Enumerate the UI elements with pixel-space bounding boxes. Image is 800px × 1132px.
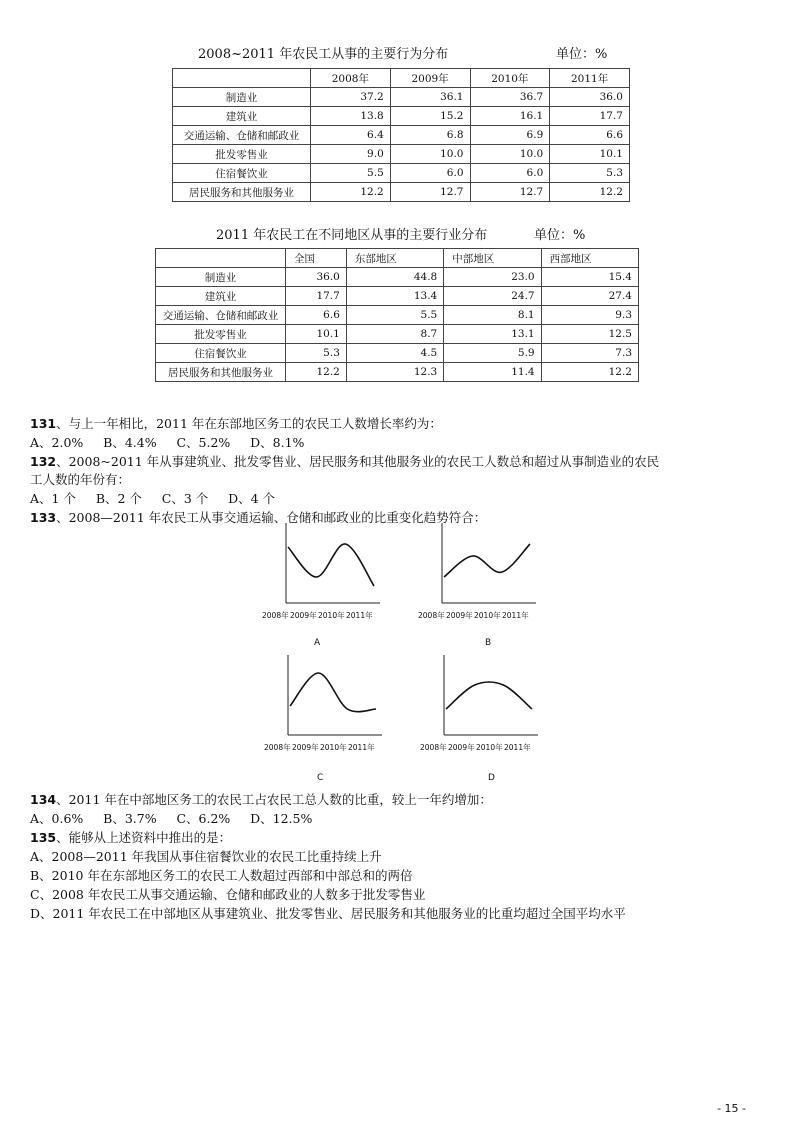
table-cell: 5.9 [444, 344, 541, 363]
row-label: 交通运输、仓储和邮政业 [173, 126, 311, 145]
table-cell: 12.2 [550, 183, 630, 202]
trend-line [444, 544, 530, 577]
page-number: - 15 - [717, 1102, 746, 1115]
row-label: 批发零售业 [156, 325, 286, 344]
table-cell: 7.3 [541, 344, 638, 363]
question-134: 134、2011 年在中部地区务工的农民工占农民工总人数的比重，较上一年约增加： [30, 792, 492, 807]
chart-option-label: C [317, 773, 324, 783]
table-cell: 6.6 [550, 126, 630, 145]
table-cell: 6.4 [311, 126, 391, 145]
row-label: 制造业 [173, 88, 311, 107]
table-cell: 23.0 [444, 268, 541, 287]
x-tick-label: 2011年 [504, 743, 531, 752]
trend-line [446, 682, 532, 709]
question-135-option-a: A、2008—2011 年我国从事住宿餐饮业的农民工比重持续上升 [30, 849, 382, 864]
table-cell: 12.7 [470, 183, 550, 202]
table-cell: 12.5 [541, 325, 638, 344]
chart-option-label: A [314, 638, 321, 648]
x-tick-label: 2008年 [264, 743, 291, 752]
table2-header-cell: 中部地区 [444, 249, 541, 268]
table-cell: 24.7 [444, 287, 541, 306]
table-cell: 9.0 [311, 145, 391, 164]
table-cell: 15.2 [390, 107, 470, 126]
chart-panel-b [418, 523, 536, 648]
table1-unit: 单位：% [556, 47, 608, 62]
chart-option-label: D [488, 773, 495, 783]
trend-line [288, 544, 374, 586]
table-cell: 44.8 [346, 268, 443, 287]
table-cell: 13.8 [311, 107, 391, 126]
row-label: 批发零售业 [173, 145, 311, 164]
table1-header-cell: 2008年 [311, 69, 391, 88]
row-label: 居民服务和其他服务业 [173, 183, 311, 202]
question-135-option-b: B、2010 年在东部地区务工的农民工人数超过西部和中部总和的两倍 [30, 868, 413, 883]
table-cell: 5.5 [346, 306, 443, 325]
table1-title: 2008~2011 年农民工从事的主要行为分布 [198, 47, 449, 62]
table2-unit: 单位：% [534, 228, 586, 243]
table-cell: 6.0 [470, 164, 550, 183]
question-134-options: A、0.6% B、3.7% C、6.2% D、12.5% [30, 811, 313, 826]
x-tick-label: 2009年 [448, 743, 475, 752]
row-label: 制造业 [156, 268, 286, 287]
table-cell: 36.1 [390, 88, 470, 107]
question-133: 133、2008—2011 年农民工从事交通运输、仓储和邮政业的比重变化趋势符合： [30, 510, 487, 525]
row-label: 建筑业 [173, 107, 311, 126]
table1-header-cell: 2009年 [390, 69, 470, 88]
question-131: 131、与上一年相比，2011 年在东部地区务工的农民工人数增长率约为： [30, 416, 442, 431]
table-cell: 6.0 [390, 164, 470, 183]
question-135-option-c: C、2008 年农民工从事交通运输、仓储和邮政业的人数多于批发零售业 [30, 887, 426, 902]
table-cell: 15.4 [541, 268, 638, 287]
chart-panel-a [262, 523, 380, 648]
table-cell: 12.3 [346, 363, 443, 382]
table-cell: 37.2 [311, 88, 391, 107]
table-cell: 5.3 [550, 164, 630, 183]
table-cell: 36.7 [470, 88, 550, 107]
table-cell: 36.0 [550, 88, 630, 107]
table-cell: 12.2 [286, 363, 347, 382]
question-135: 135、能够从上述资料中推出的是： [30, 830, 232, 845]
table-cell: 36.0 [286, 268, 347, 287]
table-cell: 13.1 [444, 325, 541, 344]
table-cell: 9.3 [541, 306, 638, 325]
x-tick-label: 2010年 [474, 611, 501, 620]
table2-title: 2011 年农民工在不同地区从事的主要行业分布 [216, 228, 488, 243]
table-cell: 8.7 [346, 325, 443, 344]
x-tick-label: 2010年 [320, 743, 347, 752]
table-cell: 6.8 [390, 126, 470, 145]
row-label: 建筑业 [156, 287, 286, 306]
table-cell: 13.4 [346, 287, 443, 306]
table-cell: 10.0 [470, 145, 550, 164]
table-cell: 10.1 [286, 325, 347, 344]
chart-panel-d [420, 655, 538, 783]
table1-header-cell: 2010年 [470, 69, 550, 88]
x-tick-label: 2011年 [346, 611, 373, 620]
table-cell: 6.9 [470, 126, 550, 145]
question-132-options: A、1 个 B、2 个 C、3 个 D、4 个 [30, 491, 276, 506]
question-131-options: A、2.0% B、4.4% C、5.2% D、8.1% [30, 435, 305, 450]
table-cell: 17.7 [550, 107, 630, 126]
table-cell: 10.1 [550, 145, 630, 164]
row-label: 居民服务和其他服务业 [156, 363, 286, 382]
table-cell: 10.0 [390, 145, 470, 164]
chart-option-label: B [485, 638, 492, 648]
row-label: 住宿餐饮业 [173, 164, 311, 183]
x-tick-label: 2009年 [292, 743, 319, 752]
table-cell: 17.7 [286, 287, 347, 306]
table2-header-cell: 东部地区 [346, 249, 443, 268]
table2-header-cell: 全国 [286, 249, 347, 268]
row-label: 交通运输、仓储和邮政业 [156, 306, 286, 325]
table-cell: 12.2 [541, 363, 638, 382]
x-tick-label: 2011年 [348, 743, 375, 752]
x-tick-label: 2009年 [446, 611, 473, 620]
table-cell: 6.6 [286, 306, 347, 325]
question-135-option-d: D、2011 年农民工在中部地区从事建筑业、批发零售业、居民服务和其他服务业的比重均超过全国平均水平 [30, 906, 626, 921]
x-tick-label: 2009年 [290, 611, 317, 620]
table-cell: 5.3 [286, 344, 347, 363]
table-cell: 12.7 [390, 183, 470, 202]
x-tick-label: 2008年 [420, 743, 447, 752]
table-cell: 11.4 [444, 363, 541, 382]
question-132-cont: 工人数的年份有： [30, 472, 131, 487]
row-label: 住宿餐饮业 [156, 344, 286, 363]
question-132: 132、2008~2011 年从事建筑业、批发零售业、居民服务和其他服务业的农民工人数总和超过从事制造业的农民 [30, 454, 660, 469]
table1-header-cell: 2011年 [550, 69, 630, 88]
table-cell: 5.5 [311, 164, 391, 183]
table-cell: 16.1 [470, 107, 550, 126]
table-cell: 12.2 [311, 183, 391, 202]
trend-line [290, 673, 376, 712]
table2-header-cell: 西部地区 [541, 249, 638, 268]
x-tick-label: 2008年 [262, 611, 289, 620]
x-tick-label: 2011年 [502, 611, 529, 620]
table-cell: 4.5 [346, 344, 443, 363]
table-cell: 8.1 [444, 306, 541, 325]
x-tick-label: 2008年 [418, 611, 445, 620]
table-cell: 27.4 [541, 287, 638, 306]
x-tick-label: 2010年 [476, 743, 503, 752]
x-tick-label: 2010年 [318, 611, 345, 620]
chart-panel-c [264, 655, 382, 783]
